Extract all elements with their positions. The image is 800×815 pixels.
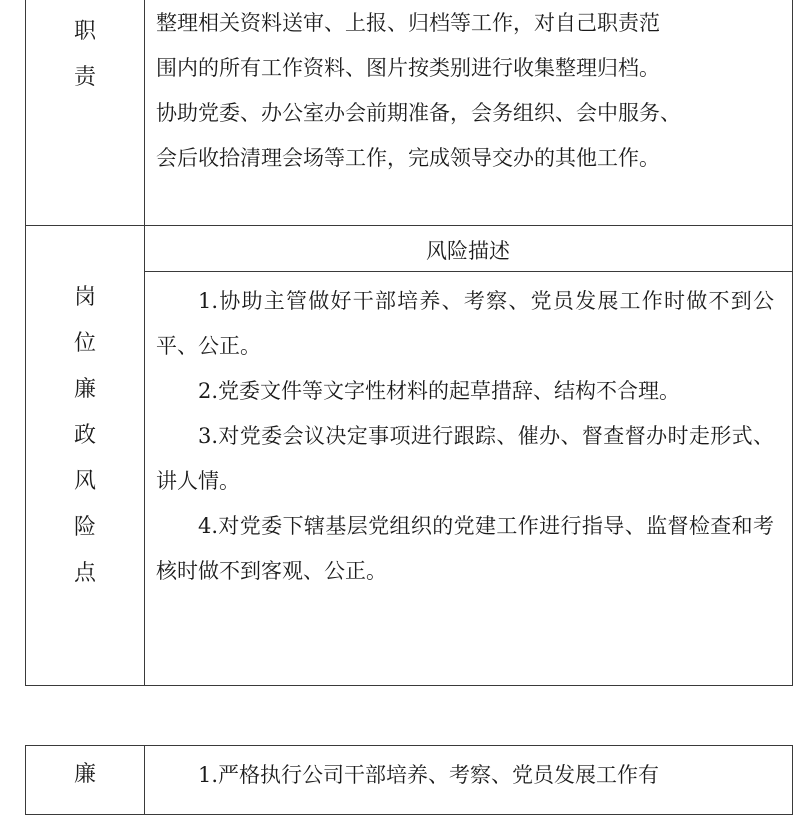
row-divider xyxy=(26,225,792,226)
duties-line: 整理相关资料送审、上报、归档等工作，对自己职责范 xyxy=(156,11,660,35)
risk-item: 1.协助主管做好干部培养、考察、党员发展工作时做不到公平、公正。 xyxy=(156,289,774,358)
duties-line: 会后收拾清理会场等工作，完成领导交办的其他工作。 xyxy=(156,146,660,170)
duties-content xyxy=(156,1,774,181)
prevention-label: 廉 xyxy=(73,762,96,787)
column-divider xyxy=(144,746,145,814)
responsibility-table xyxy=(25,0,793,686)
duties-line: 协助党委、办公室办会前期准备，会务组织、会中服务、 xyxy=(156,101,681,125)
duties-label: 职 责 xyxy=(73,19,96,90)
prevention-table xyxy=(25,745,793,815)
prevention-item: 1.严格执行公司干部培养、考察、党员发展工作有 xyxy=(198,763,660,787)
risk-items xyxy=(156,279,774,594)
column-divider xyxy=(144,0,145,685)
prevention-content xyxy=(156,756,774,794)
risk-item: 2.党委文件等文字性材料的起草措辞、结构不合理。 xyxy=(198,379,681,403)
header-divider xyxy=(144,271,792,272)
duties-line: 围内的所有工作资料、图片按类别进行收集整理归档。 xyxy=(156,56,660,80)
risk-description-header: 风险描述 xyxy=(426,239,510,263)
risk-item: 4.对党委下辖基层党组织的党建工作进行指导、监督检查和考核时做不到客观、公正。 xyxy=(156,514,774,583)
risk-item: 3.对党委会议决定事项进行跟踪、催办、督查督办时走形式、讲人情。 xyxy=(156,424,774,493)
risk-points-label: 岗 位 廉 政 风 险 点 xyxy=(73,285,96,586)
